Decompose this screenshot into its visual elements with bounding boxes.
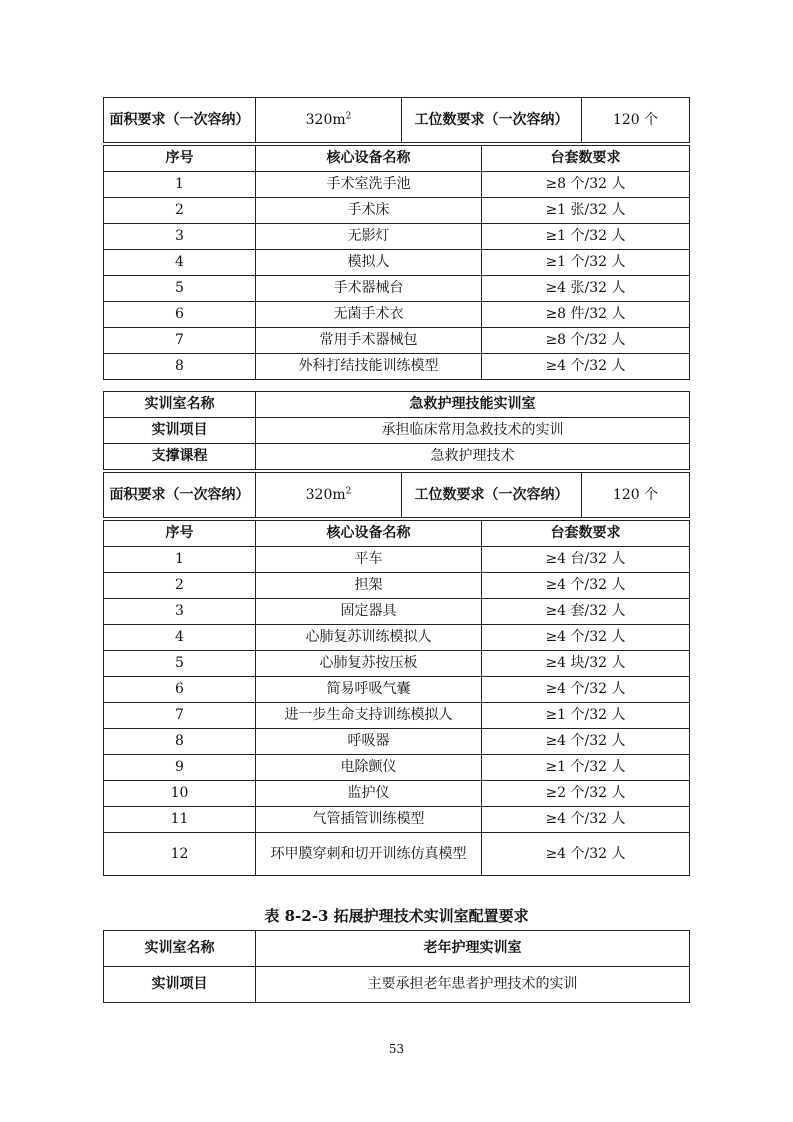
row-number: 4 <box>104 625 256 651</box>
quantity-requirement: ≥4 个/32 人 <box>482 354 690 380</box>
quantity-requirement: ≥1 个/32 人 <box>482 224 690 250</box>
table-row <box>104 807 690 833</box>
row-number: 8 <box>104 729 256 755</box>
row-number: 10 <box>104 781 256 807</box>
course-value: 急救护理技术 <box>256 444 690 470</box>
table-row <box>104 354 690 380</box>
row-number: 8 <box>104 354 256 380</box>
table-row <box>104 250 690 276</box>
equipment-name: 环甲膜穿刺和切开训练仿真模型 <box>256 833 482 876</box>
area-label: 面积要求（一次容纳） <box>104 473 256 518</box>
row-number: 5 <box>104 651 256 677</box>
row-number: 7 <box>104 328 256 354</box>
stations-value: 120 个 <box>582 473 690 518</box>
table-surgery-continuation <box>103 97 690 143</box>
header-req: 台套数要求 <box>482 521 690 547</box>
table-row <box>104 172 690 198</box>
row-number: 12 <box>104 833 256 876</box>
table-row <box>104 625 690 651</box>
row-number: 4 <box>104 250 256 276</box>
quantity-requirement: ≥1 个/32 人 <box>482 703 690 729</box>
equipment-name: 担架 <box>256 573 482 599</box>
stations-value: 120 个 <box>582 98 690 143</box>
equipment-name: 气管插管训练模型 <box>256 807 482 833</box>
table-row <box>104 703 690 729</box>
table-row <box>104 729 690 755</box>
stations-label: 工位数要求（一次容纳） <box>402 98 582 143</box>
row-number: 7 <box>104 703 256 729</box>
table-row <box>104 198 690 224</box>
quantity-requirement: ≥4 个/32 人 <box>482 729 690 755</box>
row-number: 3 <box>104 599 256 625</box>
equipment-name: 平车 <box>256 547 482 573</box>
equipment-name: 无菌手术衣 <box>256 302 482 328</box>
table-row <box>104 302 690 328</box>
quantity-requirement: ≥8 个/32 人 <box>482 172 690 198</box>
equipment-name: 心肺复苏按压板 <box>256 651 482 677</box>
table-row <box>104 547 690 573</box>
row-number: 2 <box>104 573 256 599</box>
table-row <box>104 677 690 703</box>
equipment-name: 外科打结技能训练模型 <box>256 354 482 380</box>
project-value: 承担临床常用急救技术的实训 <box>256 418 690 444</box>
quantity-requirement: ≥4 块/32 人 <box>482 651 690 677</box>
table-row <box>104 224 690 250</box>
equipment-name: 呼吸器 <box>256 729 482 755</box>
quantity-requirement: ≥4 套/32 人 <box>482 599 690 625</box>
table-emergency-area <box>103 472 690 518</box>
table-row <box>104 651 690 677</box>
project-value: 主要承担老年患者护理技术的实训 <box>256 967 690 1003</box>
quantity-requirement: ≥1 张/32 人 <box>482 198 690 224</box>
quantity-requirement: ≥1 个/32 人 <box>482 755 690 781</box>
quantity-requirement: ≥8 个/32 人 <box>482 328 690 354</box>
table-row <box>104 781 690 807</box>
table-geriatric-info <box>103 930 690 1003</box>
equipment-name: 简易呼吸气囊 <box>256 677 482 703</box>
row-number: 6 <box>104 677 256 703</box>
equipment-name: 进一步生命支持训练模拟人 <box>256 703 482 729</box>
row-number: 3 <box>104 224 256 250</box>
equipment-name: 固定器具 <box>256 599 482 625</box>
room-label: 实训室名称 <box>104 931 256 967</box>
area-label: 面积要求（一次容纳） <box>104 98 256 143</box>
table-caption: 表 8-2-3 拓展护理技术实训室配置要求 <box>264 907 529 925</box>
table-emergency-info <box>103 391 690 470</box>
quantity-requirement: ≥4 张/32 人 <box>482 276 690 302</box>
quantity-requirement: ≥4 个/32 人 <box>482 677 690 703</box>
room-label: 实训室名称 <box>104 392 256 418</box>
header-name: 核心设备名称 <box>256 521 482 547</box>
equipment-name: 常用手术器械包 <box>256 328 482 354</box>
header-no: 序号 <box>104 146 256 172</box>
table-surgery-equipment <box>103 145 690 380</box>
row-number: 2 <box>104 198 256 224</box>
equipment-name: 无影灯 <box>256 224 482 250</box>
course-label: 支撑课程 <box>104 444 256 470</box>
equipment-name: 模拟人 <box>256 250 482 276</box>
room-value: 急救护理技能实训室 <box>256 392 690 418</box>
table-row <box>104 573 690 599</box>
table-emergency-equipment <box>103 520 690 876</box>
quantity-requirement: ≥8 件/32 人 <box>482 302 690 328</box>
quantity-requirement: ≥4 台/32 人 <box>482 547 690 573</box>
row-number: 6 <box>104 302 256 328</box>
header-no: 序号 <box>104 521 256 547</box>
row-number: 1 <box>104 547 256 573</box>
quantity-requirement: ≥2 个/32 人 <box>482 781 690 807</box>
equipment-name: 电除颤仪 <box>256 755 482 781</box>
project-label: 实训项目 <box>104 967 256 1003</box>
room-value: 老年护理实训室 <box>256 931 690 967</box>
header-name: 核心设备名称 <box>256 146 482 172</box>
table-row <box>104 833 690 876</box>
equipment-name: 心肺复苏训练模拟人 <box>256 625 482 651</box>
row-number: 11 <box>104 807 256 833</box>
row-number: 5 <box>104 276 256 302</box>
equipment-name: 手术床 <box>256 198 482 224</box>
header-req: 台套数要求 <box>482 146 690 172</box>
table-row <box>104 328 690 354</box>
quantity-requirement: ≥4 个/32 人 <box>482 807 690 833</box>
equipment-name: 手术室洗手池 <box>256 172 482 198</box>
row-number: 1 <box>104 172 256 198</box>
quantity-requirement: ≥4 个/32 人 <box>482 573 690 599</box>
equipment-name: 手术器械台 <box>256 276 482 302</box>
table-row <box>104 599 690 625</box>
area-value: $320m^2$ <box>256 473 402 518</box>
stations-label: 工位数要求（一次容纳） <box>402 473 582 518</box>
area-value: $320m^2$ <box>256 98 402 143</box>
quantity-requirement: ≥4 个/32 人 <box>482 833 690 876</box>
table-row <box>104 755 690 781</box>
page-number: 53 <box>388 1042 405 1056</box>
table-row <box>104 276 690 302</box>
project-label: 实训项目 <box>104 418 256 444</box>
equipment-name: 监护仪 <box>256 781 482 807</box>
quantity-requirement: ≥4 个/32 人 <box>482 625 690 651</box>
quantity-requirement: ≥1 个/32 人 <box>482 250 690 276</box>
row-number: 9 <box>104 755 256 781</box>
